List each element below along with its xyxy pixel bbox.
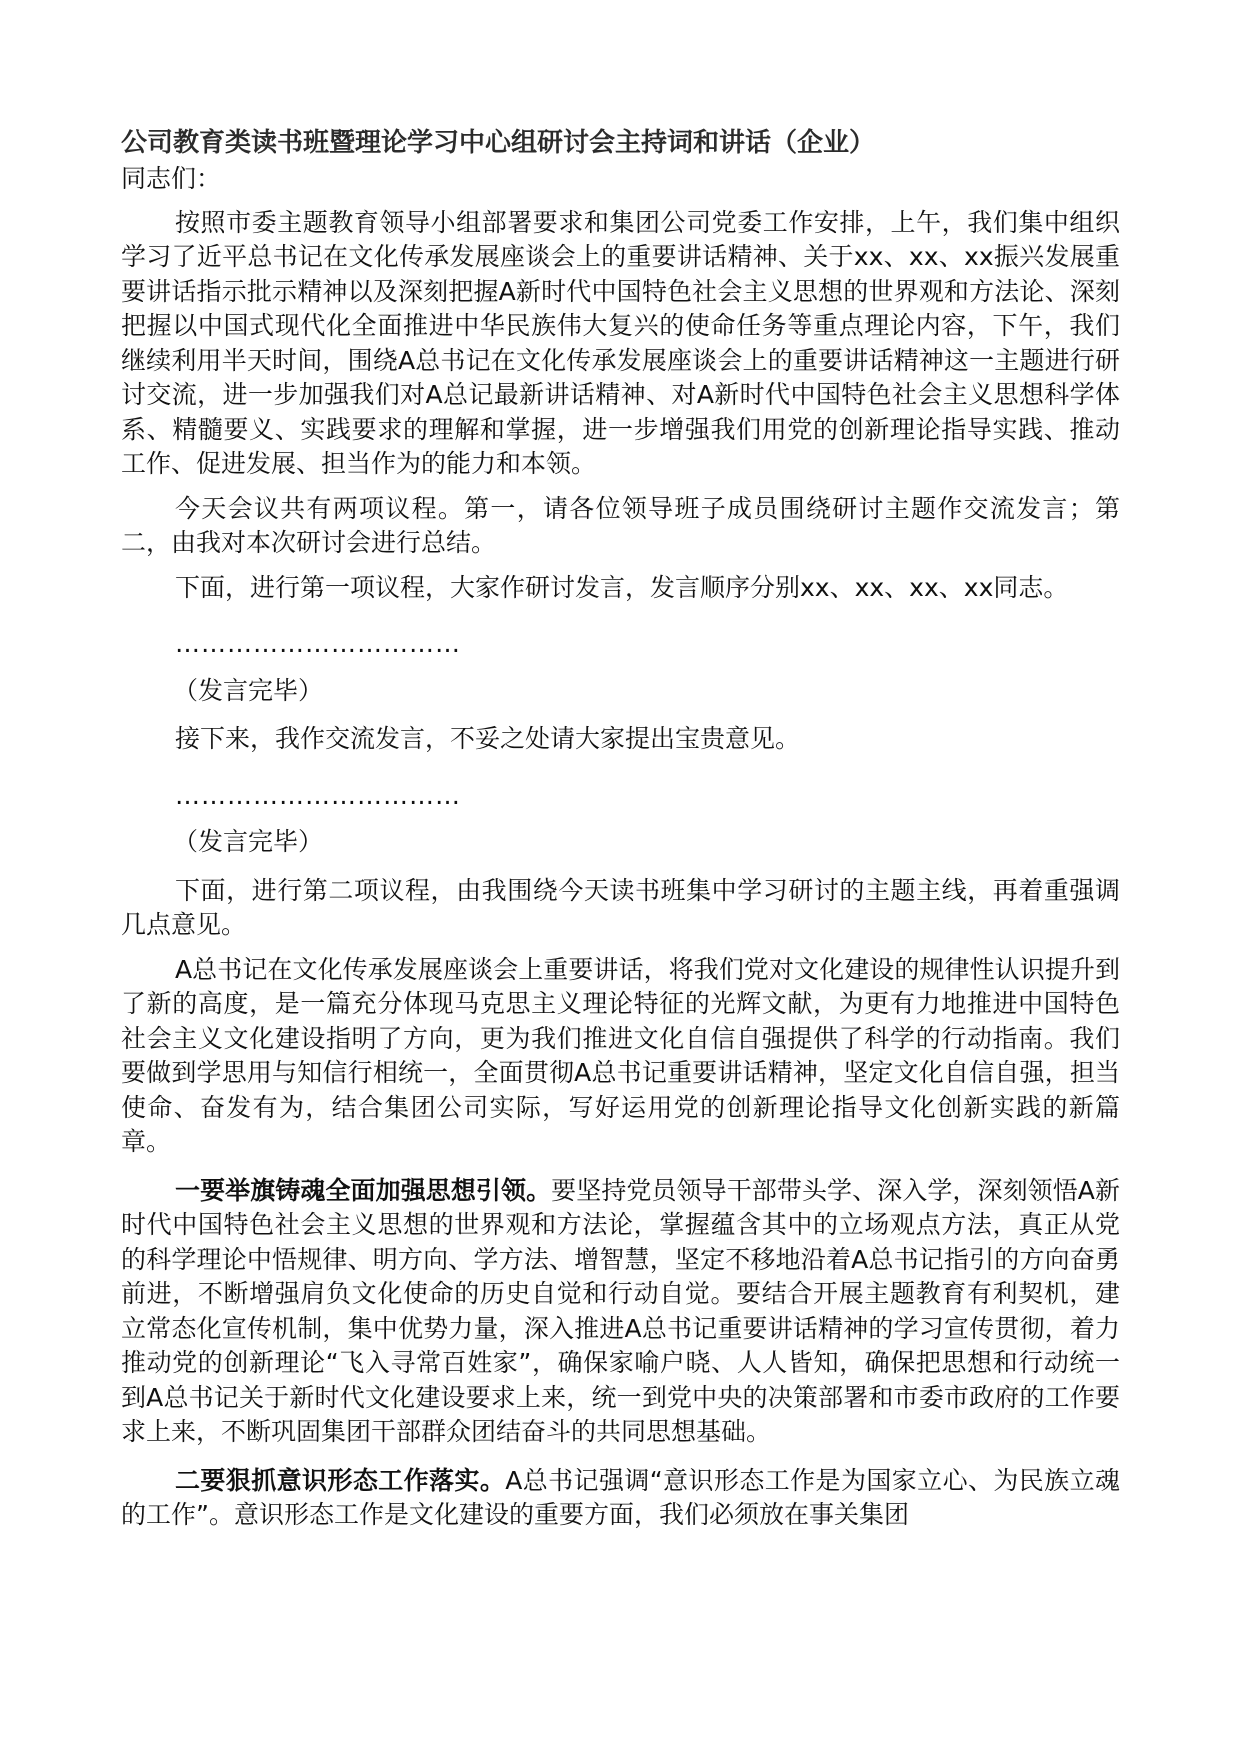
point-one-body: 要坚持党员领导干部带头学、深入学，深刻领悟A新时代中国特色社会主义思想的世界观和方法论，掌握蕴含其中的立场观点方法，真正从党的科学理论中悟规律、明方向、学方法、增智慧，坚定不移地沿着A总书记指引的方向奋勇前进，不断增强肩负文化使命的历史自觉和行动自觉。要结合开展主题教育有利契机，建立常态化宣传机制，集中优势力量，深入推进A总书记重要讲话精神的学习宣传贯彻，着力推动党的创新理论“飞入寻常百姓家”，确保家喻户晓、人人皆知，确保把思想和行动统一到A总书记关于新时代文化建设要求上来，统一到党中央的决策部署和市委市政府的工作要求上来，不断巩固集团干部群众团结奋斗的共同思想基础。 (121, 1175, 1120, 1446)
document-title: 公司教育类读书班暨理论学习中心组研讨会主持词和讲话（企业） (121, 128, 876, 158)
paragraph-opening: 按照市委主题教育领导小组部署要求和集团公司党委工作安排，上午，我们集中组织学习了近平总书记在文化传承发展座谈会上的重要讲话精神、关于xx、xx、xx振兴发展重要讲话指示批示精神以及深刻把握A新时代中国特色社会主义思想的世界观和方法论、深刻把握以中国式现代化全面推进中华民族伟大复兴的使命任务等重点理论内容，下午，我们继续利用半天时间，围绕A总书记在文化传承发展座谈会上的重要讲话精神这一主题进行研讨交流，进一步加强我们对A总记最新讲话精神、对A新时代中国特色社会主义思想科学体系、精髓要义、实践要求的理解和掌握，进一步增强我们用党的创新理论指导实践、推动工作、促进发展、担当作为的能力和本领。 (121, 207, 1120, 478)
paragraph-own-speech: 接下来，我作交流发言，不妥之处请大家提出宝贵意见。 (175, 724, 801, 753)
paragraph-point-two (121, 1464, 1120, 1533)
paragraph-point-one (121, 1174, 1120, 1450)
ellipsis-divider: …………………………… (175, 780, 461, 810)
point-two-body: A总书记强调“意识形态工作是为国家立心、为民族立魂的工作”。意识形态工作是文化建设的重要方面，我们必须放在事关集团 (121, 1465, 1120, 1529)
point-two-heading: 二要狠抓意识形态工作落实。 (175, 1465, 506, 1495)
point-one-heading: 一要举旗铸魂全面加强思想引领。 (175, 1175, 552, 1205)
ellipsis-divider: …………………………… (175, 629, 461, 658)
document-page (121, 124, 1120, 1543)
paragraph-agenda: 今天会议共有两项议程。第一，请各位领导班子成员围绕研讨主题作交流发言；第二，由我对本次研讨会进行总结。 (121, 493, 1120, 557)
speech-finished-remark: （发言完毕） (173, 675, 324, 705)
salutation: 同志们： (121, 164, 222, 193)
paragraph-second-item: 下面，进行第二项议程，由我围绕今天读书班集中学习研讨的主题主线，再着重强调几点意见。 (121, 875, 1120, 939)
paragraph-first-item: 下面，进行第一项议程，大家作研讨发言，发言顺序分别xx、xx、xx、xx同志。 (175, 572, 1069, 602)
paragraph-summary: A总书记在文化传承发展座谈会上重要讲话，将我们党对文化建设的规律性认识提升到了新的高度，是一篇充分体现马克思主义理论特征的光辉文献，为更有力地推进中国特色社会主义文化建设指明了方向，更为我们推进文化自信自强提供了科学的行动指南。我们要做到学思用与知信行相统一，全面贯彻A总书记重要讲话精神，坚定文化自信自强，担当使命、奋发有为，结合集团公司实际，写好运用党的创新理论指导文化创新实践的新篇章。 (121, 954, 1120, 1156)
speech-finished-remark: （发言完毕） (173, 827, 324, 856)
